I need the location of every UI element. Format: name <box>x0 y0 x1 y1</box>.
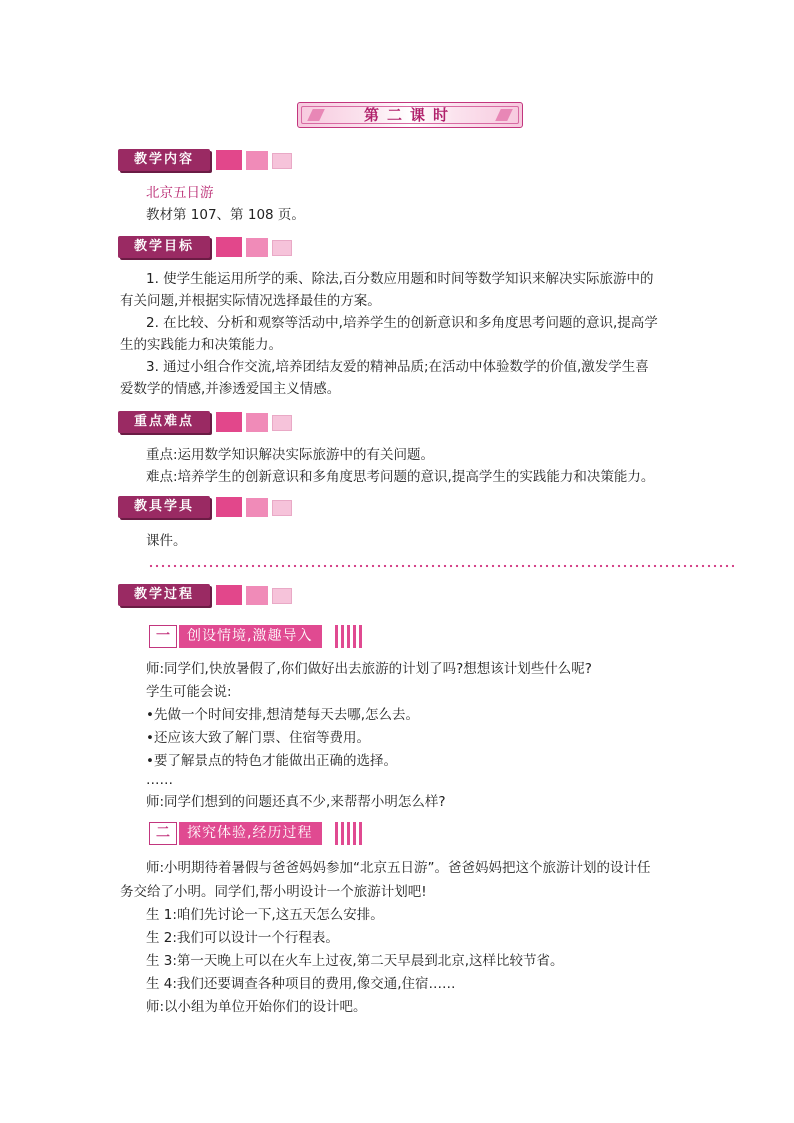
section-header-goals <box>118 236 298 258</box>
step-stripes <box>335 822 365 845</box>
step-stripes <box>335 625 365 648</box>
section-header-key-points <box>118 411 298 433</box>
goal-line: 1. 使学生能运用所学的乘、除法,百分数应用题和时间等数学知识来解决实际旅游中的 <box>146 271 654 287</box>
lesson-title-banner <box>297 102 523 128</box>
step-number: 一 <box>149 625 177 648</box>
decor-block <box>246 151 268 170</box>
decor-block <box>272 240 292 256</box>
goal-line: 爱数学的情感,并渗透爱国主义情感。 <box>120 381 341 397</box>
bullet-line: •要了解景点的特色才能做出正确的选择。 <box>146 753 397 769</box>
decor-block <box>216 150 242 170</box>
decor-block <box>246 498 268 517</box>
bullet-line: •还应该大致了解门票、住宿等费用。 <box>146 730 370 746</box>
decor-block <box>272 153 292 169</box>
section-label: 重点难点 <box>118 411 210 433</box>
decor-block <box>272 415 292 431</box>
dotted-divider <box>148 563 734 569</box>
ellipsis-line: …… <box>146 772 173 788</box>
dialogue-line: 师:同学们想到的问题还真不少,来帮帮小明怎么样? <box>146 794 446 810</box>
decor-block <box>246 586 268 605</box>
decor-block <box>246 413 268 432</box>
dialogue-line: 生 1:咱们先讨论一下,这五天怎么安排。 <box>146 907 384 923</box>
step-title: 创设情境,激趣导入 <box>179 625 322 648</box>
decor-block <box>272 500 292 516</box>
section-label: 教学目标 <box>118 236 210 258</box>
decor-block <box>216 237 242 257</box>
decor-block <box>216 497 242 517</box>
section-label: 教学内容 <box>118 149 210 171</box>
goal-line: 3. 通过小组合作交流,培养团结友爱的精神品质;在活动中体验数学的价值,激发学生喜 <box>146 359 649 375</box>
content-title: 北京五日游 <box>146 185 214 201</box>
decor-block <box>216 585 242 605</box>
lesson-title: 第二课时 <box>363 106 456 124</box>
dialogue-line: 务交给了小明。同学们,帮小明设计一个旅游计划吧! <box>120 884 427 900</box>
content-text: 教材第 107、第 108 页。 <box>146 207 305 223</box>
section-header-process <box>118 584 298 606</box>
step-header-2 <box>149 822 369 845</box>
dialogue-line: 师:小明期待着暑假与爸爸妈妈参加“北京五日游”。爸爸妈妈把这个旅游计划的设计任 <box>146 860 651 876</box>
decor-block <box>272 588 292 604</box>
dialogue-line: 生 4:我们还要调查各种项目的费用,像交通,住宿…… <box>146 976 456 992</box>
section-header-content <box>118 149 298 171</box>
step-header-1 <box>149 625 369 648</box>
dialogue-line: 师:以小组为单位开始你们的设计吧。 <box>146 999 367 1015</box>
decor-block <box>216 412 242 432</box>
tools-text: 课件。 <box>146 533 187 549</box>
section-label: 教学过程 <box>118 584 210 606</box>
step-title: 探究体验,经历过程 <box>179 822 322 845</box>
dialogue-line: 生 2:我们可以设计一个行程表。 <box>146 930 339 946</box>
difficulty-line: 难点:培养学生的创新意识和多角度思考问题的意识,提高学生的实践能力和决策能力。 <box>146 469 655 485</box>
goal-line: 有关问题,并根据实际情况选择最佳的方案。 <box>120 293 381 309</box>
decor-block <box>246 238 268 257</box>
dialogue-line: 生 3:第一天晚上可以在火车上过夜,第二天早晨到北京,这样比较节省。 <box>146 953 564 969</box>
section-header-tools <box>118 496 298 518</box>
goal-line: 2. 在比较、分析和观察等活动中,培养学生的创新意识和多角度思考问题的意识,提高学 <box>146 315 658 331</box>
bullet-line: •先做一个时间安排,想清楚每天去哪,怎么去。 <box>146 707 420 723</box>
section-label: 教具学具 <box>118 496 210 518</box>
step-number: 二 <box>149 822 177 845</box>
goal-line: 生的实践能力和决策能力。 <box>120 337 282 353</box>
dialogue-line: 学生可能会说: <box>146 684 232 700</box>
key-point-line: 重点:运用数学知识解决实际旅游中的有关问题。 <box>146 447 435 463</box>
dialogue-line: 师:同学们,快放暑假了,你们做好出去旅游的计划了吗?想想该计划些什么呢? <box>146 661 592 677</box>
